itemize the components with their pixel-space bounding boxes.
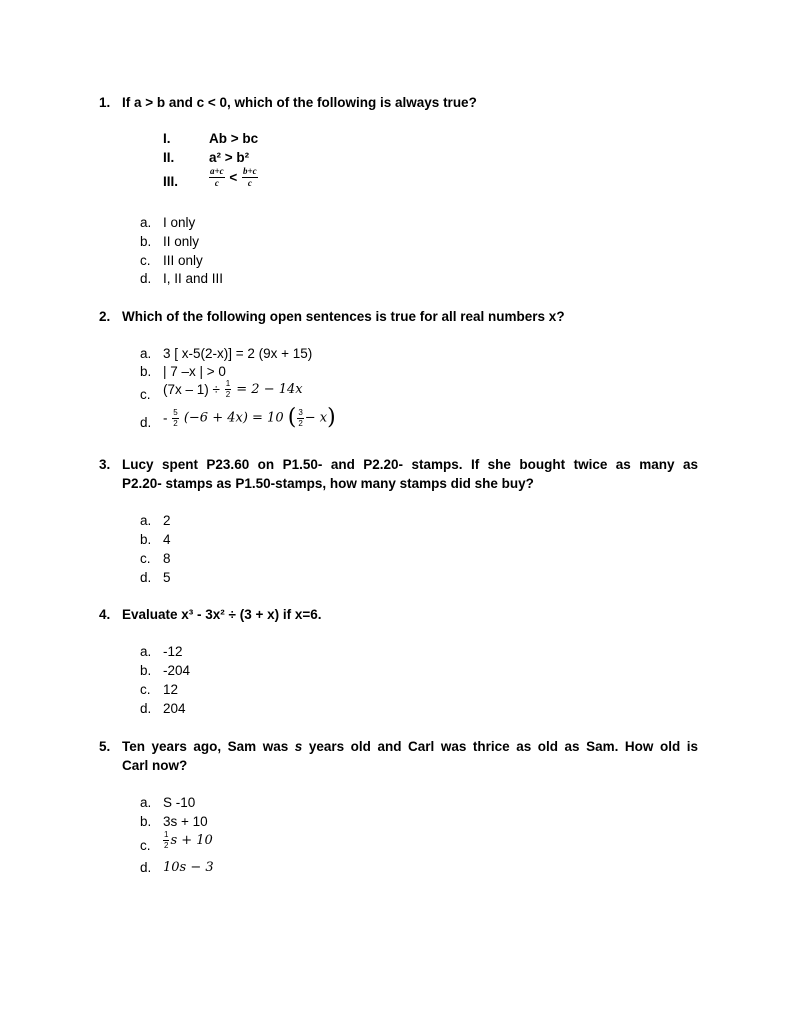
choice-letter: b.	[140, 532, 152, 547]
question-number: 1.	[99, 95, 111, 110]
question-text-line: Lucy spent P23.60 on P1.50- and P2.20- stamps. If she bought twice as many as	[122, 457, 698, 472]
choice-text: 2	[163, 513, 171, 528]
question-number: 5.	[99, 739, 111, 754]
statement-inequality: $\frac{a+c}{c}$ < $\frac{b+c}{c}$	[210, 166, 257, 188]
choice-text: | 7 –x | > 0	[163, 364, 226, 379]
choice-expression: - $\frac{5}{2}$ (−6 + 4x) = 10 ( $\frac{3}{2}$ − x)	[163, 405, 336, 430]
fraction: $\frac{3}{2}$	[298, 407, 303, 428]
choice-text: 4	[163, 532, 171, 547]
choice-letter: b.	[140, 814, 152, 829]
choice-text: 204	[163, 701, 186, 716]
choice-letter: c.	[140, 387, 151, 402]
question-number: 2.	[99, 309, 111, 324]
choice-letter: d.	[140, 701, 152, 716]
statement-text: Ab > bc	[209, 131, 259, 146]
choice-expression: $\frac{1}{2}$ s + 10	[164, 830, 213, 850]
choice-text: 10s − 3	[163, 860, 214, 875]
question-number: 4.	[99, 607, 111, 622]
choice-letter: d.	[140, 860, 152, 875]
choice-letter: c.	[140, 253, 151, 268]
choice-letter: a.	[140, 644, 152, 659]
fraction: $\frac{1}{2}$	[225, 379, 231, 399]
fraction: $\frac{1}{2}$	[164, 830, 169, 850]
choice-letter: a.	[140, 513, 152, 528]
choice-text: 5	[163, 570, 171, 585]
statement-text: a² > b²	[209, 150, 250, 165]
fraction: $\frac{b+c}{c}$	[243, 166, 257, 188]
choice-letter: d.	[140, 570, 152, 585]
choice-text: 8	[163, 551, 171, 566]
question-number: 3.	[99, 457, 111, 472]
fraction: $\frac{a+c}{c}$	[210, 166, 224, 188]
choice-text: -204	[163, 663, 191, 678]
choice-letter: a.	[140, 795, 152, 810]
choice-text: II only	[163, 234, 200, 249]
question-text: Which of the following open sentences is true for all real numbers x?	[122, 309, 565, 324]
choice-letter: b.	[140, 663, 152, 678]
question-text-line: P2.20- stamps as P1.50-stamps, how many stamps did she buy?	[122, 476, 534, 491]
question-text-line: Ten years ago, Sam was s years old and Carl was thrice as old as Sam. How old is	[122, 739, 698, 754]
choice-text: I only	[163, 215, 196, 230]
choice-text: III only	[163, 253, 203, 268]
choice-text: -12	[163, 644, 183, 659]
statement-label: I.	[163, 131, 171, 146]
choice-letter: d.	[140, 271, 152, 286]
choice-text: 12	[163, 682, 179, 697]
choice-letter: b.	[140, 364, 152, 379]
choice-letter: c.	[140, 838, 151, 853]
choice-letter: c.	[140, 682, 151, 697]
choice-letter: c.	[140, 551, 151, 566]
question-text: Evaluate x³ - 3x² ÷ (3 + x) if x=6.	[122, 607, 322, 622]
choice-text: 3 [ x-5(2-x)] = 2 (9x + 15)	[163, 346, 313, 361]
choice-letter: a.	[140, 346, 152, 361]
question-text-line: Carl now?	[122, 758, 188, 773]
fraction: $\frac{5}{2}$	[173, 407, 178, 428]
choice-text: I, II and III	[163, 271, 224, 286]
choice-letter: d.	[140, 415, 152, 430]
choice-letter: b.	[140, 234, 152, 249]
choice-text: S -10	[163, 795, 196, 810]
choice-text: 3s + 10	[163, 814, 208, 829]
statement-label: III.	[163, 174, 179, 189]
choice-expression: (7x – 1) ÷ $\frac{1}{2}$ = 2 − 14x	[163, 379, 303, 399]
question-text: If a > b and c < 0, which of the following is always true?	[122, 95, 477, 110]
statement-label: II.	[163, 150, 175, 165]
choice-letter: a.	[140, 215, 152, 230]
